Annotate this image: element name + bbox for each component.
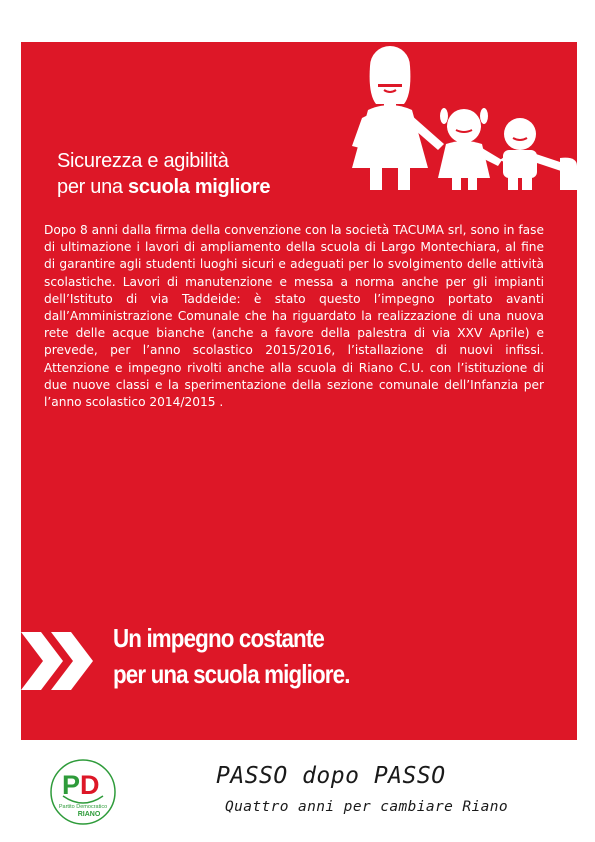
- heading-bold: scuola migliore: [128, 176, 271, 198]
- logo-party-name: Partito Democratico: [58, 804, 108, 810]
- logo-place: RIANO: [77, 811, 101, 818]
- heading-prefix: per una: [57, 176, 128, 198]
- footer-title: PASSO dopo PASSO: [216, 763, 446, 789]
- logo-letter-p: P: [62, 770, 81, 800]
- family-icon: [348, 38, 577, 190]
- logo-letter-d: D: [80, 770, 100, 800]
- slogan-line-1: Un impegno costante: [113, 623, 325, 653]
- body-paragraph: Dopo 8 anni dalla firma della convenzione con la società TACUMA srl, sono in fase di ultimazione i lavori di ampliamento della scuola di Largo Montechiara, al fine di garantire agli studenti luoghi sicuri e adeguati per lo svolgimento delle attività scolastiche. Lavori di manutenzione e messa a norma anche per gli impianti dell’Istituto di via Taddeide: è stato questo l’impegno portato avanti dall’Amministrazione Comunale che ha riguardato la realizzazione di una nuova rete delle acque bianche (anche a favore della palestra di via XXV Aprile) e prevede, per l’anno scolastico 2015/2016, l’istallazione di nuovi infissi. Attenzione e impegno rivolti anche alla scuola di Riano C.U. con l’istituzione di due nuove classi e la sperimentazione della sezione comunale dell’Infanzia per l’anno scolastico 2014/2015 .: [44, 223, 544, 410]
- footer-subtitle: Quattro anni per cambiare Riano: [225, 799, 509, 815]
- slogan-line-2: per una scuola migliore.: [113, 659, 350, 689]
- section-heading: [57, 148, 270, 200]
- heading-line-2: [57, 174, 270, 200]
- slogan: [113, 620, 350, 692]
- pd-logo: [49, 758, 117, 826]
- chevron-right-icon: [21, 632, 93, 690]
- heading-line-1: Sicurezza e agibilità: [57, 150, 229, 172]
